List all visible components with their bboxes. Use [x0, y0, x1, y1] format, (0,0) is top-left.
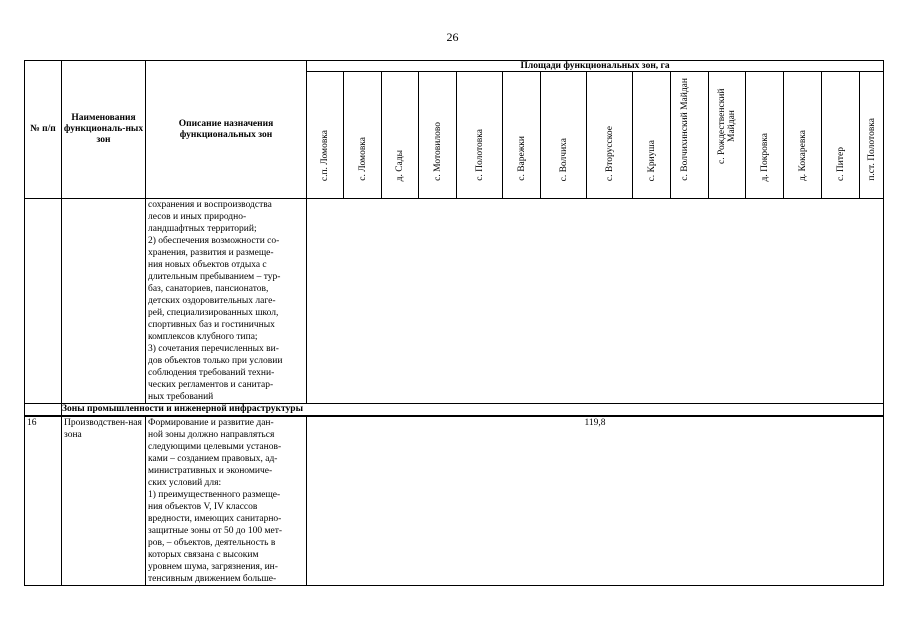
section-num-cell: [25, 404, 62, 417]
locality-header: с. Мотовилово: [419, 72, 457, 199]
locality-header: с. Волчихинский Майдан: [671, 72, 709, 199]
header-zone-name: Наименования функциональ-ных зон: [62, 61, 146, 199]
locality-header: с. Варежки: [503, 72, 541, 199]
row-description: сохранения и воспроизводства лесов и иных природно- ландшафтных территорий; 2) обеспечения возможности со- хранения, развития и размеще- ния новых объектов отдыха с длительным пребыванием – тур- баз, санаториев, пансионатов, детских оздоровительных лаге- рей, специализированных школ, спортивных баз и гостиничных комплексов клубного типа; 3) сочетания перечисленных ви- дов объектов только при условии соблюдения требований техни- ческих регламентов и санитар- ных требований: [146, 199, 307, 404]
page-number: 26: [446, 30, 459, 44]
locality-header: с.п. Ломовка: [307, 72, 344, 199]
header-areas: Площади функциональных зон, га: [307, 61, 884, 72]
locality-header: с. Ломовка: [344, 72, 382, 199]
section-row: [25, 404, 884, 417]
row-num: [25, 199, 62, 404]
row-zone-name: [62, 199, 146, 404]
header-num: № п/п: [25, 61, 62, 199]
locality-header: п.ст. Полотовка: [860, 72, 884, 199]
row-num: 16: [25, 416, 62, 586]
header-description: Описание назначения функциональных зон: [146, 61, 307, 199]
row-area-value: 119,8: [307, 416, 884, 586]
functional-zones-table: [24, 60, 884, 584]
header-row-1: [25, 61, 884, 72]
table-row-zone-16: [25, 416, 884, 586]
locality-header: д. Кокаревка: [784, 72, 822, 199]
locality-header: д. Покровка: [746, 72, 784, 199]
locality-header: д. Сады: [382, 72, 419, 199]
locality-header: с. Полотовка: [457, 72, 503, 199]
row-description: Формирование и развитие дан- ной зоны должно направляться следующими целевыми установ- ками – созданием правовых, ад- министративных и экономиче- ских условий для: 1) преимущественного размеще- ния объектов V, IV классов вредности, имеющих санитарно- защитные зоны от 50 до 100 мет- ров, – объектов, деятельность в которых связана с высоким уровнем шума, загрязнения, ин- тенсивным движением больше-: [146, 416, 307, 586]
row-areas-empty: [307, 199, 884, 404]
section-title: Зоны промышленности и инженерной инфраструктуры: [62, 404, 884, 417]
locality-header: с. Криуша: [633, 72, 671, 199]
locality-header: с. Питер: [822, 72, 860, 199]
locality-header: с. Вторусское: [587, 72, 633, 199]
row-zone-name: Производствен-ная зона: [62, 416, 146, 586]
locality-header: с. Рождественский Майдан: [709, 72, 746, 199]
locality-header: с. Волчиха: [541, 72, 587, 199]
table-row-continuation: [25, 199, 884, 404]
